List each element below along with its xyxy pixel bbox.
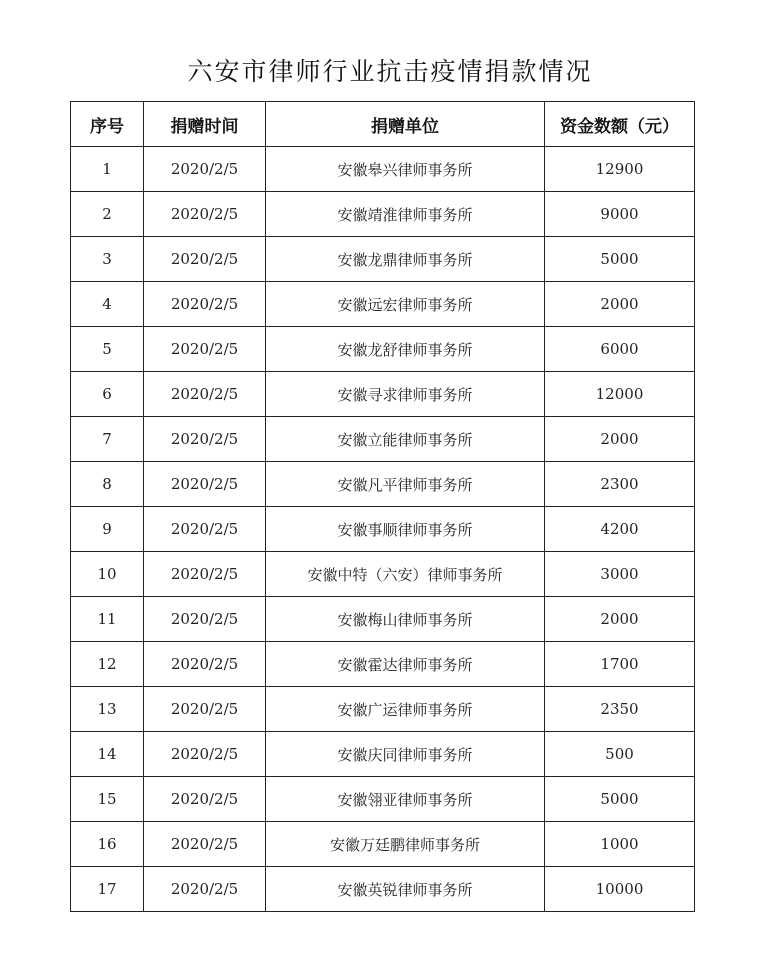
cell-seq: 11 [71, 597, 144, 642]
table-header-row [71, 102, 695, 147]
cell-unit: 安徽梅山律师事务所 [266, 597, 545, 642]
cell-unit: 安徽凡平律师事务所 [266, 462, 545, 507]
cell-amount: 3000 [545, 552, 695, 597]
cell-date: 2020/2/5 [144, 687, 266, 732]
cell-seq: 4 [71, 282, 144, 327]
cell-seq: 17 [71, 867, 144, 912]
cell-date: 2020/2/5 [144, 552, 266, 597]
cell-unit: 安徽靖淮律师事务所 [266, 192, 545, 237]
cell-date: 2020/2/5 [144, 507, 266, 552]
cell-seq: 1 [71, 147, 144, 192]
table-row [71, 237, 695, 282]
cell-date: 2020/2/5 [144, 462, 266, 507]
cell-amount: 2000 [545, 282, 695, 327]
cell-amount: 9000 [545, 192, 695, 237]
cell-unit: 安徽广运律师事务所 [266, 687, 545, 732]
cell-date: 2020/2/5 [144, 282, 266, 327]
header-date: 捐赠时间 [144, 102, 266, 147]
table-body [71, 147, 695, 912]
table-row [71, 597, 695, 642]
cell-seq: 3 [71, 237, 144, 282]
table-row [71, 147, 695, 192]
table-row [71, 417, 695, 462]
cell-unit: 安徽立能律师事务所 [266, 417, 545, 462]
cell-seq: 9 [71, 507, 144, 552]
cell-date: 2020/2/5 [144, 372, 266, 417]
cell-unit: 安徽英锐律师事务所 [266, 867, 545, 912]
cell-amount: 500 [545, 732, 695, 777]
page-title: 六安市律师行业抗击疫情捐款情况 [187, 57, 593, 86]
table-row [71, 867, 695, 912]
cell-unit: 安徽龙舒律师事务所 [266, 327, 545, 372]
cell-unit: 安徽翎亚律师事务所 [266, 777, 545, 822]
cell-seq: 2 [71, 192, 144, 237]
cell-seq: 5 [71, 327, 144, 372]
table-row [71, 507, 695, 552]
cell-amount: 4200 [545, 507, 695, 552]
cell-amount: 12000 [545, 372, 695, 417]
table-row [71, 777, 695, 822]
cell-date: 2020/2/5 [144, 192, 266, 237]
cell-amount: 10000 [545, 867, 695, 912]
cell-unit: 安徽霍达律师事务所 [266, 642, 545, 687]
cell-amount: 12900 [545, 147, 695, 192]
cell-amount: 6000 [545, 327, 695, 372]
cell-unit: 安徽远宏律师事务所 [266, 282, 545, 327]
cell-amount: 5000 [545, 777, 695, 822]
cell-unit: 安徽龙鼎律师事务所 [266, 237, 545, 282]
table-row [71, 687, 695, 732]
cell-date: 2020/2/5 [144, 867, 266, 912]
header-unit: 捐赠单位 [266, 102, 545, 147]
cell-unit: 安徽皋兴律师事务所 [266, 147, 545, 192]
cell-seq: 14 [71, 732, 144, 777]
cell-date: 2020/2/5 [144, 642, 266, 687]
table-row [71, 642, 695, 687]
cell-amount: 1000 [545, 822, 695, 867]
cell-amount: 2000 [545, 417, 695, 462]
cell-amount: 1700 [545, 642, 695, 687]
table-row [71, 372, 695, 417]
cell-unit: 安徽万廷鹏律师事务所 [266, 822, 545, 867]
table-row [71, 327, 695, 372]
cell-unit: 安徽庆同律师事务所 [266, 732, 545, 777]
cell-date: 2020/2/5 [144, 822, 266, 867]
cell-date: 2020/2/5 [144, 732, 266, 777]
table-row [71, 282, 695, 327]
cell-date: 2020/2/5 [144, 597, 266, 642]
table-row [71, 462, 695, 507]
cell-seq: 15 [71, 777, 144, 822]
cell-seq: 7 [71, 417, 144, 462]
cell-date: 2020/2/5 [144, 147, 266, 192]
cell-seq: 6 [71, 372, 144, 417]
cell-amount: 2000 [545, 597, 695, 642]
cell-amount: 2300 [545, 462, 695, 507]
table-row [71, 732, 695, 777]
table-row [71, 192, 695, 237]
cell-date: 2020/2/5 [144, 417, 266, 462]
cell-seq: 12 [71, 642, 144, 687]
donation-table [70, 101, 695, 912]
cell-date: 2020/2/5 [144, 237, 266, 282]
cell-amount: 5000 [545, 237, 695, 282]
cell-unit: 安徽中特（六安）律师事务所 [266, 552, 545, 597]
table-row [71, 552, 695, 597]
header-amount: 资金数额（元） [545, 102, 695, 147]
cell-seq: 16 [71, 822, 144, 867]
cell-unit: 安徽事顺律师事务所 [266, 507, 545, 552]
cell-seq: 10 [71, 552, 144, 597]
table-row [71, 822, 695, 867]
cell-seq: 8 [71, 462, 144, 507]
header-seq: 序号 [71, 102, 144, 147]
cell-seq: 13 [71, 687, 144, 732]
cell-amount: 2350 [545, 687, 695, 732]
cell-unit: 安徽寻求律师事务所 [266, 372, 545, 417]
cell-date: 2020/2/5 [144, 327, 266, 372]
cell-date: 2020/2/5 [144, 777, 266, 822]
